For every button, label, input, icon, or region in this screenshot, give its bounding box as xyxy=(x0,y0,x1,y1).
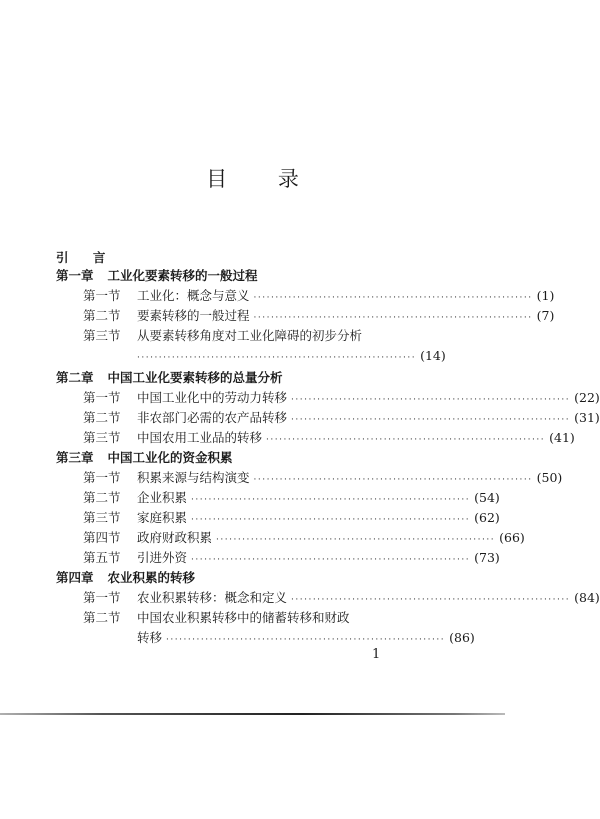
leader-dots: ································································ xyxy=(291,395,571,405)
section-page: (54) xyxy=(474,490,500,505)
section-title: 积累来源与结构演变 xyxy=(137,470,250,485)
toc-section[interactable] xyxy=(83,610,385,626)
toc-section[interactable] xyxy=(83,550,500,566)
section-title: 家庭积累 xyxy=(137,510,188,525)
section-page: (7) xyxy=(536,308,555,323)
section-page: (14) xyxy=(420,348,446,363)
toc-section-continuation[interactable] xyxy=(137,348,446,364)
section-number: 第一节 xyxy=(83,470,121,485)
section-number: 第二节 xyxy=(83,308,121,323)
section-page: (86) xyxy=(449,630,475,645)
leader-dots: ································································ xyxy=(253,293,533,303)
section-page: (22) xyxy=(574,390,600,405)
section-title: 转移 xyxy=(137,630,163,645)
section-number: 第二节 xyxy=(83,610,121,625)
toc-section[interactable] xyxy=(83,288,555,304)
section-page: (41) xyxy=(549,430,575,445)
toc-chapter-2[interactable] xyxy=(56,370,283,386)
section-title: 工业化：概念与意义 xyxy=(137,288,250,303)
section-title: 要素转移的一般过程 xyxy=(137,308,250,323)
section-page: (50) xyxy=(536,470,563,485)
page-title: 目 录 xyxy=(206,167,321,191)
section-number: 第三节 xyxy=(83,510,121,525)
chapter-title: 工业化要素转移的一般过程 xyxy=(107,268,258,283)
section-title: 中国工业化中的劳动力转移 xyxy=(137,390,288,405)
toc-section[interactable] xyxy=(83,530,525,546)
leader-dots: ································································ xyxy=(191,515,471,525)
toc-section[interactable] xyxy=(83,470,563,486)
leader-dots: ································································ xyxy=(191,555,471,565)
section-page: (66) xyxy=(499,530,525,545)
section-title: 企业积累 xyxy=(137,490,188,505)
section-page: (31) xyxy=(574,410,600,425)
page-number: 1 xyxy=(372,647,381,662)
leader-dots: ································································ xyxy=(216,535,496,545)
section-title: 农业积累转移：概念和定义 xyxy=(137,590,288,605)
leader-dots: ································································ xyxy=(191,495,471,505)
section-number: 第三节 xyxy=(83,328,121,343)
section-title: 中国农业积累转移中的储蓄转移和财政 xyxy=(137,610,350,625)
toc-section[interactable] xyxy=(83,410,600,426)
section-number: 第二节 xyxy=(83,410,121,425)
section-title: 政府财政积累 xyxy=(137,530,213,545)
toc-section-continuation[interactable] xyxy=(137,630,475,646)
toc-intro[interactable]: 引 言 xyxy=(56,250,116,265)
section-page: (1) xyxy=(536,288,555,303)
toc-section[interactable] xyxy=(83,510,500,526)
toc-section[interactable] xyxy=(83,308,555,324)
section-number: 第一节 xyxy=(83,590,121,605)
section-title: 中国农用工业品的转移 xyxy=(137,430,263,445)
toc-chapter-4[interactable] xyxy=(56,570,195,586)
section-title: 引进外资 xyxy=(137,550,188,565)
section-page: (84) xyxy=(574,590,600,605)
chapter-label: 第四章 xyxy=(56,570,94,585)
leader-dots: ································································ xyxy=(137,353,417,363)
chapter-title: 中国工业化的资金积累 xyxy=(107,450,233,465)
chapter-label: 第二章 xyxy=(56,370,94,385)
leader-dots: ································································ xyxy=(291,415,571,425)
section-title: 非农部门必需的农产品转移 xyxy=(137,410,288,425)
leader-dots: ································································ xyxy=(291,595,571,605)
section-number: 第四节 xyxy=(83,530,121,545)
toc-section[interactable] xyxy=(83,430,575,446)
section-page: (73) xyxy=(474,550,500,565)
section-number: 第二节 xyxy=(83,490,121,505)
chapter-title: 中国工业化要素转移的总量分析 xyxy=(107,370,283,385)
section-page: (62) xyxy=(474,510,500,525)
section-number: 第三节 xyxy=(83,430,121,445)
chapter-label: 第一章 xyxy=(56,268,94,283)
leader-dots: ································································ xyxy=(253,475,533,485)
leader-dots: ································································ xyxy=(266,435,546,445)
toc-section[interactable] xyxy=(83,590,600,606)
toc-chapter-1[interactable] xyxy=(56,268,258,284)
chapter-title: 农业积累的转移 xyxy=(107,570,196,585)
toc-chapter-3[interactable] xyxy=(56,450,233,466)
toc-section[interactable] xyxy=(83,490,500,506)
leader-dots: ································································ xyxy=(253,313,533,323)
leader-dots: ································································ xyxy=(166,635,446,645)
section-number: 第一节 xyxy=(83,288,121,303)
toc-section[interactable] xyxy=(83,328,385,344)
toc-section[interactable] xyxy=(83,390,600,406)
chapter-label: 第三章 xyxy=(56,450,94,465)
section-title: 从要素转移角度对工业化障碍的初步分析 xyxy=(137,328,363,343)
section-number: 第五节 xyxy=(83,550,121,565)
section-number: 第一节 xyxy=(83,390,121,405)
bottom-rule xyxy=(0,713,505,715)
